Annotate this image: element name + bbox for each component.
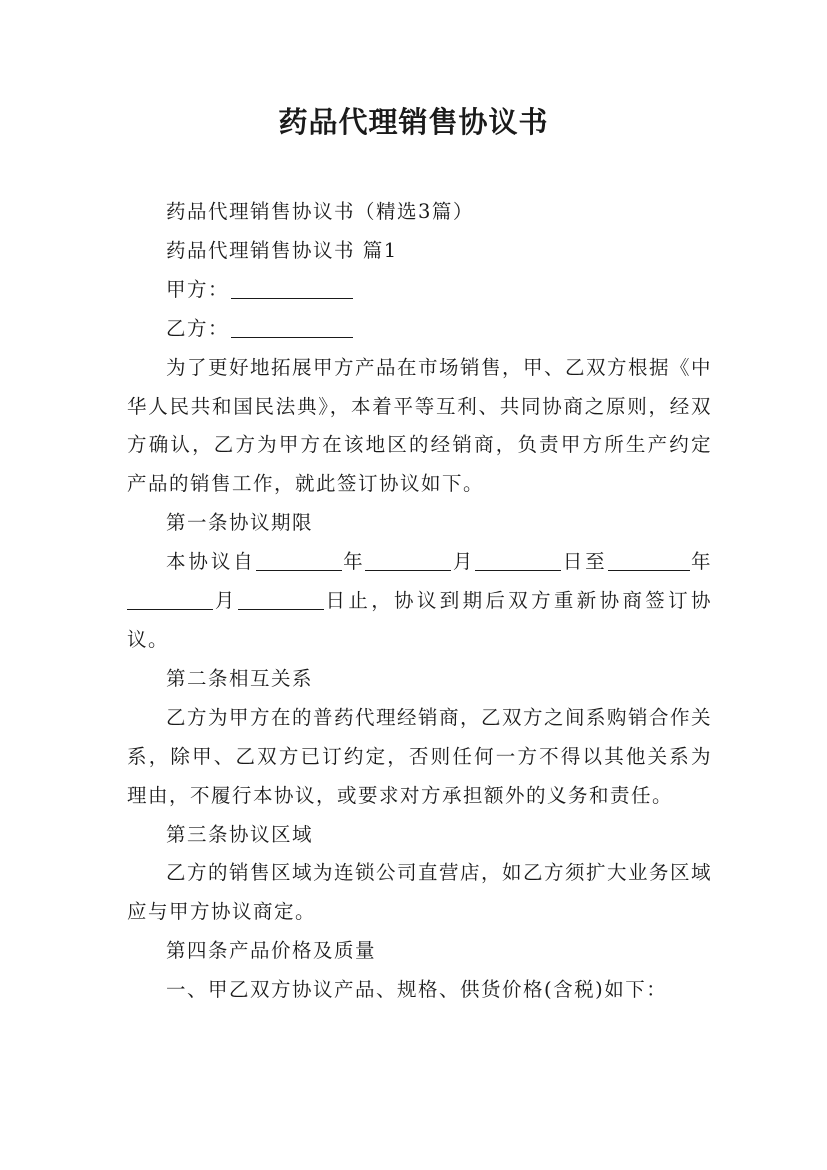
article-3-heading: 第三条协议区域 — [166, 822, 314, 846]
party-a-blank — [231, 277, 353, 298]
party-b-blank — [231, 316, 353, 337]
document-title: 药品代理销售协议书 — [278, 105, 549, 139]
article-4-heading: 第四条产品价格及质量 — [166, 939, 377, 963]
end-month-blank — [127, 589, 213, 610]
article-1-paragraph — [127, 543, 712, 660]
month-label: 月 — [213, 589, 238, 613]
year-label: 年 — [341, 550, 366, 574]
article-1-heading: 第一条协议期限 — [166, 511, 314, 535]
document-subtitle: 药品代理销售协议书（精选3篇） — [166, 200, 474, 223]
year-label: 年 — [689, 550, 712, 574]
day-to-label: 日至 — [561, 550, 608, 574]
party-b-label: 乙方： — [166, 316, 230, 340]
intro-paragraph: 为了更好地拓展甲方产品在市场销售，甲、乙双方根据《中华人民共和国民法典》，本着平等互利、共同协商之原则，经双方确认，乙方为甲方在该地区的经销商，负责甲方所生产约定产品的销售工作，就此签订协议如下。 — [127, 355, 713, 496]
article-2-paragraph: 乙方为甲方在的普药代理经销商，乙双方之间系购销合作关系，除甲、乙双方已订约定，否则任何一方不得以其他关系为理由，不履行本协议，或要求对方承担额外的义务和责任。 — [127, 705, 713, 807]
article-4-item-1: 一、甲乙双方协议产品、规格、供货价格(含税)如下： — [166, 978, 668, 1002]
month-label: 月 — [451, 550, 476, 574]
article-3-paragraph: 乙方的销售区域为连锁公司直营店，如乙方须扩大业务区域应与甲方协议商定。 — [127, 861, 713, 924]
end-day-blank — [238, 589, 324, 610]
start-year-blank — [256, 550, 342, 571]
party-b-line — [127, 310, 712, 349]
start-month-blank — [365, 550, 451, 571]
end-year-blank — [608, 550, 690, 571]
document-body — [127, 193, 712, 1010]
article-2-heading: 第二条相互关系 — [166, 666, 314, 690]
party-a-label: 甲方： — [166, 277, 230, 301]
party-a-line — [127, 271, 712, 310]
term-text-end: 日止，协议到期后双方重新协商签订协议。 — [127, 589, 712, 651]
start-day-blank — [475, 550, 561, 571]
term-text-start: 本协议自 — [166, 550, 256, 574]
chapter-heading: 药品代理销售协议书 篇1 — [166, 238, 398, 262]
